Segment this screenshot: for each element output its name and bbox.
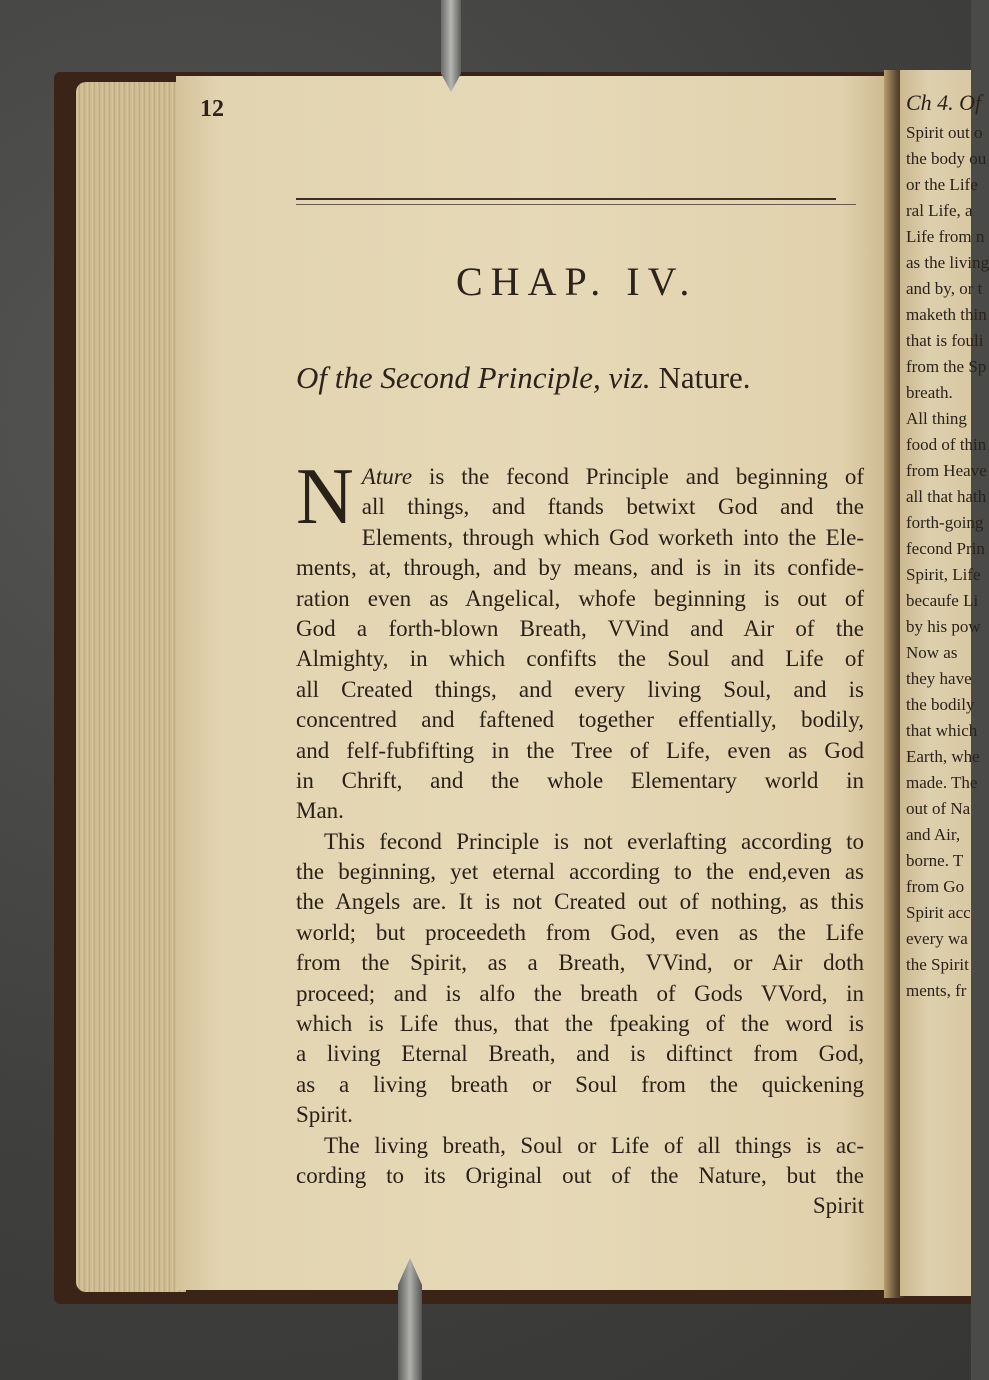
facing-page-line: borne. T: [906, 851, 964, 870]
text-line: the beginning, yet eternal according to the end,even as: [296, 859, 864, 885]
facing-page-line: or the Life: [906, 175, 978, 194]
page-number: 12: [200, 96, 224, 122]
text-line: ments, at, through, and by means, and is in its confide-: [296, 555, 864, 581]
text-line: Elements, through which God worketh into the Ele-: [361, 524, 864, 550]
facing-page-line: food of thin: [906, 435, 987, 454]
text-line: a living Eternal Breath, and is diftinct from God,: [296, 1041, 864, 1067]
facing-page-line: by his pow: [906, 617, 981, 636]
facing-page-line: as the living: [906, 253, 989, 272]
text-line: Almighty, in which confifts the Soul and Life of: [296, 646, 864, 672]
facing-page-line: they have: [906, 669, 972, 688]
facing-page-line: the body ou: [906, 149, 987, 168]
drop-cap: N: [296, 453, 354, 541]
text-line: cording to its Original out of the Nature, but the: [296, 1162, 864, 1188]
facing-page-line: fecond Prin: [906, 539, 985, 558]
facing-page-line: every wa: [906, 929, 968, 948]
text-line: ration even as Angelical, whofe beginning is out of: [296, 585, 864, 611]
facing-page-line: forth-going: [906, 513, 984, 532]
facing-page-line: from the Sp: [906, 357, 987, 376]
facing-page-line: All thing: [906, 409, 967, 428]
header-rule-thin: [296, 204, 856, 205]
text-line: concentred and faftened together effentially, bodily,: [296, 707, 864, 733]
text-line: the Angels are. It is not Created out of nothing, as this: [296, 889, 864, 915]
facing-page-line: ral Life, a: [906, 201, 973, 220]
text-line: in Chrift, and the whole Elementary world in: [296, 767, 864, 793]
header-rule: [296, 198, 836, 200]
text-line: and felf-fubfifting in the Tree of Life, even as God: [296, 737, 864, 763]
text-line: from the Spirit, as a Breath, VVind, or Air doth: [296, 950, 864, 976]
page-edges: [76, 82, 186, 1292]
facing-page-line: breath.: [906, 383, 953, 402]
facing-page-line: the bodily: [906, 695, 975, 714]
facing-page-line: maketh thin: [906, 305, 987, 324]
facing-page-line: and Air,: [906, 825, 961, 844]
facing-page-line: becaufe Li: [906, 591, 979, 610]
section-title: [296, 360, 862, 396]
chapter-title: CHAP. IV.: [456, 259, 698, 304]
facing-page: [900, 70, 989, 1296]
body-text: [296, 453, 864, 1222]
facing-page-line: the Spirit: [906, 955, 969, 974]
text-line-content: is the fecond Principle and beginning of: [428, 464, 864, 489]
text-line: which is Life thus, that the fpeaking of the word is: [296, 1011, 864, 1037]
facing-page-line: and by, or t: [906, 279, 983, 298]
facing-page-line: Now as: [906, 643, 958, 662]
facing-page-line: from Go: [906, 877, 965, 896]
text-line: God a forth-blown Breath, VVind and Air of the: [296, 615, 864, 641]
facing-page-header: Ch 4. Of: [906, 90, 982, 115]
facing-page-line: from Heave: [906, 461, 987, 480]
text-line: [296, 462, 864, 492]
text-line: as a living breath or Soul from the quickening: [296, 1071, 864, 1097]
first-word: Ature: [361, 464, 413, 489]
facing-page-line: that is fouli: [906, 331, 984, 350]
page-clip-top: [441, 0, 461, 92]
facing-page-line: Spirit, Life: [906, 565, 981, 584]
facing-page-line: Spirit out o: [906, 123, 983, 142]
facing-page-lines: [900, 120, 989, 1004]
text-line: all things, and ftands betwixt God and the: [361, 494, 864, 520]
facing-page-line: Life from n: [906, 227, 985, 246]
text-line: Spirit.: [296, 1102, 353, 1128]
section-title-plain: Nature.: [658, 360, 751, 395]
text-line: proceed; and is alfo the breath of Gods VVord, in: [296, 980, 864, 1006]
text-line: all Created things, and every living Soul, and is: [296, 676, 864, 702]
facing-page-line: that which: [906, 721, 978, 740]
facing-page-line: ments, fr: [906, 981, 967, 1000]
text-line: world; but proceedeth from God, even as the Life: [296, 919, 864, 945]
catchword: Spirit: [812, 1193, 864, 1219]
section-title-italic: Of the Second Principle, viz.: [296, 360, 651, 395]
text-line: Man.: [296, 798, 344, 824]
facing-page-line: Spirit acc: [906, 903, 971, 922]
text-line: The living breath, Soul or Life of all things is ac-: [324, 1132, 864, 1158]
text-line: This fecond Principle is not everlafting according to: [324, 828, 864, 854]
facing-page-line: made. The: [906, 773, 978, 792]
facing-page-line: out of Na: [906, 799, 971, 818]
facing-page-line: Earth, whe: [906, 747, 980, 766]
facing-page-line: all that hath: [906, 487, 987, 506]
